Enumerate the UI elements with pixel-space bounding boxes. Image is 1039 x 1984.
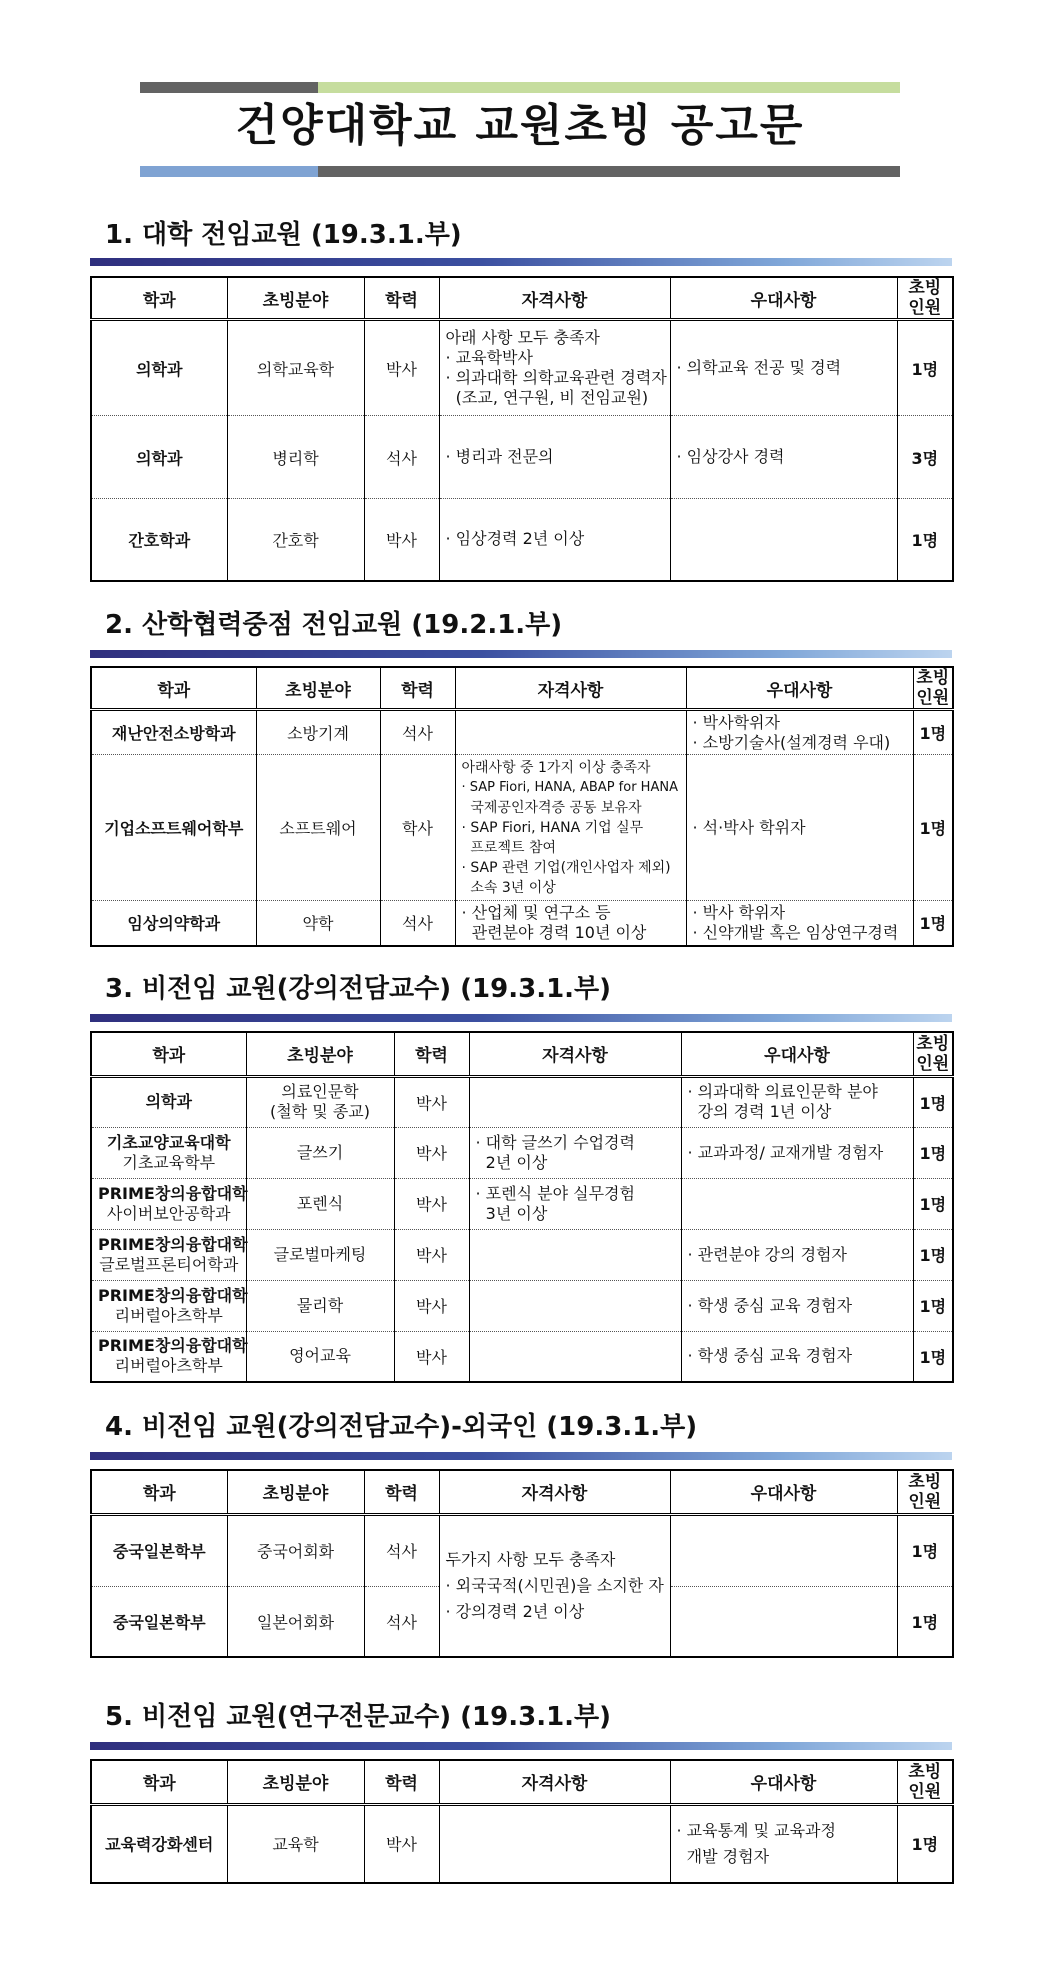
header-field: 초빙분야 <box>227 277 364 320</box>
section-2-title: 2. 산학협력중점 전임교원 (19.2.1.부) <box>105 610 563 640</box>
cell-pref <box>670 1514 897 1586</box>
cell-dept: PRIME창의융합대학 사이버보안공학과 <box>91 1178 246 1229</box>
cell-qual: · 산업체 및 연구소 등 관련분야 경력 10년 이상 <box>455 901 686 946</box>
table-header-row <box>91 1470 953 1514</box>
cell-qual <box>469 1331 681 1382</box>
cell-count: 1명 <box>913 1178 953 1229</box>
header-pref: 우대사항 <box>670 277 897 320</box>
header-degree: 학력 <box>364 1470 439 1514</box>
header-qual: 자격사항 <box>439 277 670 320</box>
cell-count: 1명 <box>913 901 953 946</box>
table-row <box>91 710 953 755</box>
table-row <box>91 1280 953 1331</box>
cell-pref: · 박사학위자 · 소방기술사(설계경력 우대) <box>686 710 913 755</box>
cell-degree: 석사 <box>380 710 455 755</box>
section-1-table <box>90 276 954 582</box>
table-row <box>91 1331 953 1382</box>
table-row <box>91 320 953 416</box>
header-count: 초빙 인원 <box>897 1470 953 1514</box>
cell-qual: · 병리과 전문의 <box>439 416 670 499</box>
table-row <box>91 901 953 946</box>
cell-field: 영어교육 <box>246 1331 394 1382</box>
cell-qual: · 임상경력 2년 이상 <box>439 499 670 581</box>
header-field: 초빙분야 <box>246 1032 394 1076</box>
cell-qual: · 대학 글쓰기 수업경력 2년 이상 <box>469 1127 681 1178</box>
header-qual: 자격사항 <box>439 1470 670 1514</box>
cell-field: 의학교육학 <box>227 320 364 416</box>
cell-qual <box>469 1076 681 1127</box>
page-title: 건양대학교 교원초빙 공고문 <box>235 100 805 151</box>
header-qual: 자격사항 <box>469 1032 681 1076</box>
cell-pref <box>670 1586 897 1657</box>
cell-dept: 의학과 <box>91 416 227 499</box>
cell-degree: 박사 <box>394 1280 469 1331</box>
title-bar-top-green <box>318 82 900 93</box>
section-4-table <box>90 1469 954 1658</box>
table-row <box>91 1178 953 1229</box>
section-2-table <box>90 666 954 947</box>
cell-field: 병리학 <box>227 416 364 499</box>
header-count: 초빙 인원 <box>913 667 953 710</box>
cell-pref: · 의과대학 의료인문학 분야 강의 경력 1년 이상 <box>681 1076 913 1127</box>
cell-degree: 박사 <box>364 499 439 581</box>
cell-field: 소방기계 <box>256 710 380 755</box>
section-1-title: 1. 대학 전임교원 (19.3.1.부) <box>105 220 462 250</box>
cell-field: 일본어회화 <box>227 1586 364 1657</box>
cell-qual: · 포렌식 분야 실무경험 3년 이상 <box>469 1178 681 1229</box>
cell-dept: PRIME창의융합대학 글로벌프론티어학과 <box>91 1229 246 1280</box>
cell-count: 1명 <box>897 1586 953 1657</box>
cell-degree: 학사 <box>380 755 455 901</box>
cell-qual <box>439 1804 670 1883</box>
cell-pref: · 임상강사 경력 <box>670 416 897 499</box>
cell-dept: 재난안전소방학과 <box>91 710 256 755</box>
title-bar-bottom-blue <box>140 166 318 177</box>
cell-qual <box>455 710 686 755</box>
header-pref: 우대사항 <box>670 1760 897 1804</box>
cell-count: 1명 <box>897 1804 953 1883</box>
cell-degree: 박사 <box>394 1076 469 1127</box>
section-3-table <box>90 1031 954 1383</box>
cell-count: 1명 <box>913 710 953 755</box>
cell-pref: · 의학교육 전공 및 경력 <box>670 320 897 416</box>
header-dept: 학과 <box>91 667 256 710</box>
cell-dept: 의학과 <box>91 320 227 416</box>
cell-pref: · 박사 학위자 · 신약개발 혹은 임상연구경력 <box>686 901 913 946</box>
cell-dept: 중국일본학부 <box>91 1586 227 1657</box>
cell-field: 약학 <box>256 901 380 946</box>
cell-degree: 박사 <box>394 1229 469 1280</box>
section-1-bar <box>90 258 952 266</box>
cell-degree: 박사 <box>394 1127 469 1178</box>
cell-count: 1명 <box>913 1229 953 1280</box>
table-row <box>91 1804 953 1883</box>
cell-field: 의료인문학 (철학 및 종교) <box>246 1076 394 1127</box>
cell-degree: 석사 <box>380 901 455 946</box>
cell-field: 간호학 <box>227 499 364 581</box>
title-bar-top-dark <box>140 82 318 93</box>
header-dept: 학과 <box>91 1032 246 1076</box>
header-dept: 학과 <box>91 1470 227 1514</box>
header-count: 초빙 인원 <box>897 277 953 320</box>
header-qual: 자격사항 <box>439 1760 670 1804</box>
section-2-bar <box>90 650 952 658</box>
cell-field: 포렌식 <box>246 1178 394 1229</box>
cell-field: 교육학 <box>227 1804 364 1883</box>
cell-count: 1명 <box>913 1076 953 1127</box>
header-pref: 우대사항 <box>686 667 913 710</box>
cell-qual <box>469 1280 681 1331</box>
cell-degree: 석사 <box>364 1586 439 1657</box>
cell-dept: 중국일본학부 <box>91 1514 227 1586</box>
cell-dept: PRIME창의융합대학 리버럴아츠학부 <box>91 1280 246 1331</box>
cell-degree: 박사 <box>364 320 439 416</box>
header-pref: 우대사항 <box>670 1470 897 1514</box>
cell-field: 글로벌마케팅 <box>246 1229 394 1280</box>
header-field: 초빙분야 <box>227 1760 364 1804</box>
cell-pref: · 석·박사 학위자 <box>686 755 913 901</box>
cell-dept: 간호학과 <box>91 499 227 581</box>
header-field: 초빙분야 <box>227 1470 364 1514</box>
header-dept: 학과 <box>91 277 227 320</box>
table-row <box>91 499 953 581</box>
cell-pref <box>670 499 897 581</box>
cell-count: 1명 <box>913 1127 953 1178</box>
header-count: 초빙 인원 <box>913 1032 953 1076</box>
section-5-title: 5. 비전임 교원(연구전문교수) (19.3.1.부) <box>105 1702 612 1732</box>
header-count: 초빙 인원 <box>897 1760 953 1804</box>
cell-count: 1명 <box>913 1280 953 1331</box>
table-row <box>91 1127 953 1178</box>
header-field: 초빙분야 <box>256 667 380 710</box>
cell-dept: PRIME창의융합대학 리버럴아츠학부 <box>91 1331 246 1382</box>
cell-dept: 교육력강화센터 <box>91 1804 227 1883</box>
cell-field: 물리학 <box>246 1280 394 1331</box>
cell-count: 1명 <box>897 1514 953 1586</box>
table-header-row <box>91 667 953 710</box>
header-degree: 학력 <box>364 277 439 320</box>
header-degree: 학력 <box>364 1760 439 1804</box>
header-dept: 학과 <box>91 1760 227 1804</box>
cell-count: 3명 <box>897 416 953 499</box>
table-row <box>91 416 953 499</box>
cell-field: 글쓰기 <box>246 1127 394 1178</box>
cell-qual: 아래사항 중 1가지 이상 충족자 · SAP Fiori, HANA, ABAP for HANA 국제공인자격증 공동 보유자 · SAP Fiori, HANA 기업 실무 프로젝트 참여 · SAP 관련 기업(개인사업자 제외) 소속 3년 이상 <box>455 755 686 901</box>
header-pref: 우대사항 <box>681 1032 913 1076</box>
cell-qual: 아래 사항 모두 충족자 · 교육학박사 · 의과대학 의학교육관련 경력자 (조교, 연구원, 비 전임교원) <box>439 320 670 416</box>
cell-count: 1명 <box>913 1331 953 1382</box>
cell-dept: 임상의약학과 <box>91 901 256 946</box>
section-3-bar <box>90 1014 952 1022</box>
cell-dept: 기업소프트웨어학부 <box>91 755 256 901</box>
cell-degree: 석사 <box>364 1514 439 1586</box>
section-4-title: 4. 비전임 교원(강의전담교수)-외국인 (19.3.1.부) <box>105 1412 698 1442</box>
cell-qual <box>469 1229 681 1280</box>
cell-count: 1명 <box>897 320 953 416</box>
cell-field: 소프트웨어 <box>256 755 380 901</box>
table-header-row <box>91 1760 953 1804</box>
header-degree: 학력 <box>394 1032 469 1076</box>
cell-degree: 박사 <box>394 1331 469 1382</box>
section-3-title: 3. 비전임 교원(강의전담교수) (19.3.1.부) <box>105 974 612 1004</box>
cell-field: 중국어회화 <box>227 1514 364 1586</box>
cell-degree: 박사 <box>394 1178 469 1229</box>
cell-count: 1명 <box>897 499 953 581</box>
table-header-row <box>91 1032 953 1076</box>
header-degree: 학력 <box>380 667 455 710</box>
title-bar-bottom-dark <box>318 166 900 177</box>
cell-pref <box>681 1178 913 1229</box>
cell-dept: 기초교양교육대학 기초교육학부 <box>91 1127 246 1178</box>
cell-degree: 석사 <box>364 416 439 499</box>
table-header-row <box>91 277 953 320</box>
table-row <box>91 1229 953 1280</box>
cell-count: 1명 <box>913 755 953 901</box>
table-row <box>91 1076 953 1127</box>
cell-pref: · 학생 중심 교육 경험자 <box>681 1280 913 1331</box>
cell-dept: 의학과 <box>91 1076 246 1127</box>
section-4-bar <box>90 1452 952 1460</box>
table-row <box>91 755 953 901</box>
cell-degree: 박사 <box>364 1804 439 1883</box>
header-qual: 자격사항 <box>455 667 686 710</box>
table-row <box>91 1514 953 1586</box>
section-5-bar <box>90 1742 952 1750</box>
cell-qual-shared: 두가지 사항 모두 충족자 · 외국국적(시민권)을 소지한 자 · 강의경력 2년 이상 <box>439 1514 670 1657</box>
cell-pref: · 교과과정/ 교재개발 경험자 <box>681 1127 913 1178</box>
cell-pref: · 교육통계 및 교육과정 개발 경험자 <box>670 1804 897 1883</box>
section-5-table <box>90 1759 954 1884</box>
cell-pref: · 학생 중심 교육 경험자 <box>681 1331 913 1382</box>
cell-pref: · 관련분야 강의 경험자 <box>681 1229 913 1280</box>
